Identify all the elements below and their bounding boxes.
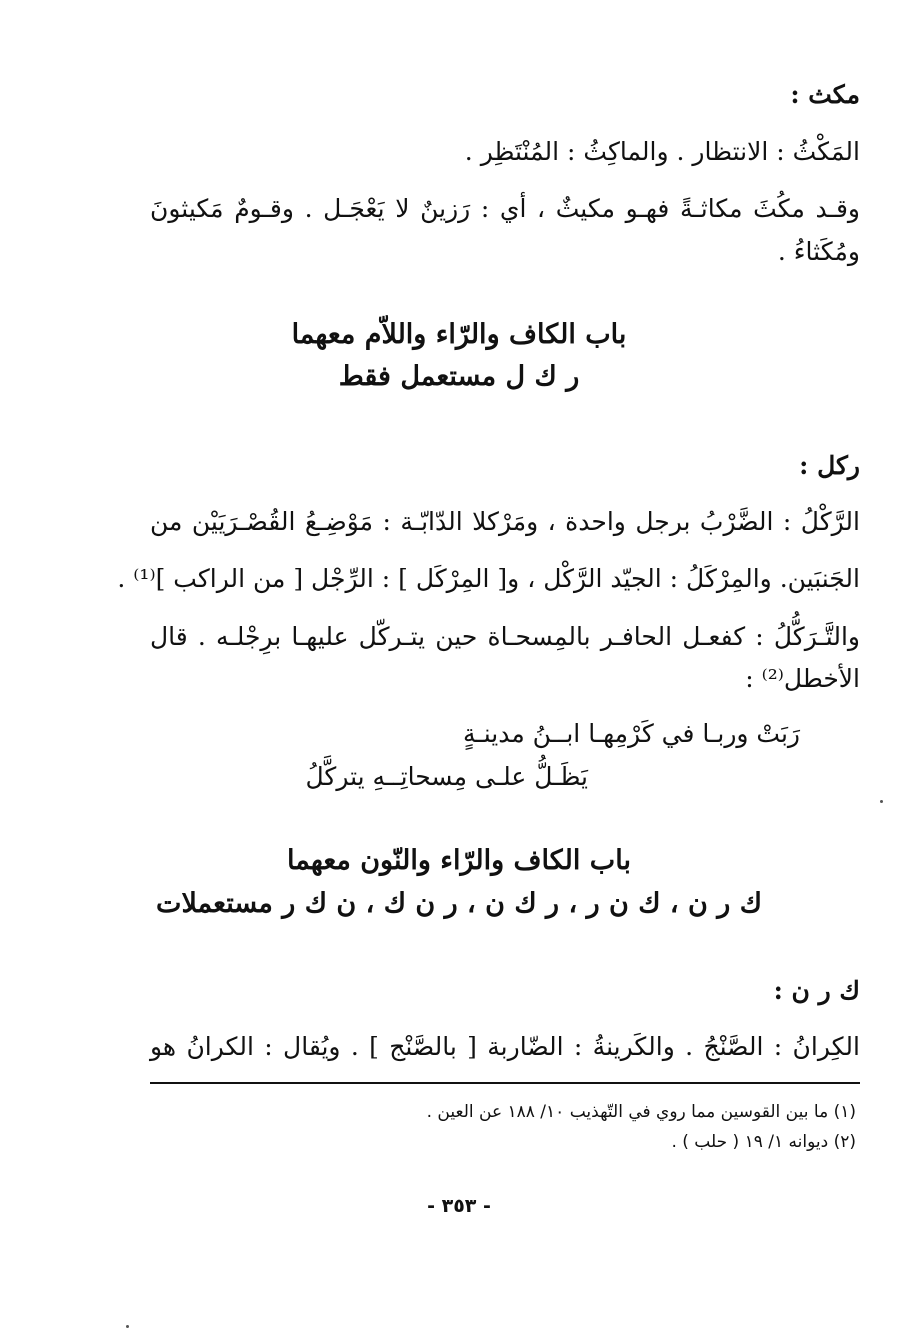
chapter-subtitle: ك ر ن ، ك ن ر ، ر ك ن ، ر ن ك ، ن ك ر مستعملات	[156, 888, 762, 919]
chapter-title: باب الكاف والرّاء واللاّم معهما	[291, 319, 627, 350]
entry-heading-krn: ك ر ن :	[773, 976, 860, 1005]
entry-line: الأخطل⁽²⁾ :	[745, 664, 860, 693]
chapter-subtitle: ر ك ل مستعمل فقط	[338, 361, 580, 392]
entry-line: ومُكَثاءُ .	[777, 237, 860, 266]
entry-line: والتَّـرَكُّلُ : كفعـل الحافـر بالمِسحـاة حين يتـركّل عليهـا برِجْلـه . قال	[150, 622, 860, 651]
verse-line-1: رَبَتْ وربـا في كَرْمِهـا ابــنُ مدينـةٍ	[462, 719, 800, 748]
entry-line: الكِرانُ : الصَّنْجُ . والكَرينةُ : الضّاربة [ بالصَّنْج ] . ويُقال : الكرانُ هو	[150, 1032, 860, 1061]
scan-speck	[126, 1325, 129, 1328]
footnote-divider	[150, 1082, 860, 1084]
verse-line-2: يَظَـلُّ علـى مِسحاتِــهِ يتركَّلُ	[305, 762, 588, 791]
chapter-title: باب الكاف والرّاء والنّون معهما	[287, 845, 631, 876]
footnote-2: (٢) ديوانه ١/ ١٩ ( حلب ) .	[671, 1132, 856, 1152]
entry-line: وقـد مكُثَ مكاثـةً فهـو مكيثٌ ، أي : رَزينٌ لا يَعْجَـل . وقـومٌ مَكيثونَ	[150, 194, 860, 223]
entry-heading-rkl: ركل :	[799, 451, 860, 480]
scan-speck	[880, 800, 883, 803]
page-number: - ٣٥٣ -	[427, 1195, 491, 1217]
entry-line: المَكْثُ : الانتظار . والماكِثُ : المُنْتَظِر .	[464, 137, 860, 166]
entry-line: الرَّكْلُ : الضَّرْبُ برجل واحدة ، ومَرْكلا الدّابّـة : مَوْضِـعُ القُصْـرَيَيْن من	[150, 507, 860, 536]
entry-line: الجَنبَين. والمِرْكَلُ : الجيّد الرَّكْل ، و[ المِرْكَل ] : الرِّجْل [ من الراكب ]⁽¹⁾ .	[117, 564, 860, 593]
footnote-1: (١) ما بين القوسين مما روي في التّهذيب ١٠/ ١٨٨ عن العين .	[426, 1102, 856, 1122]
entry-heading-mkth: مكث :	[790, 80, 860, 109]
